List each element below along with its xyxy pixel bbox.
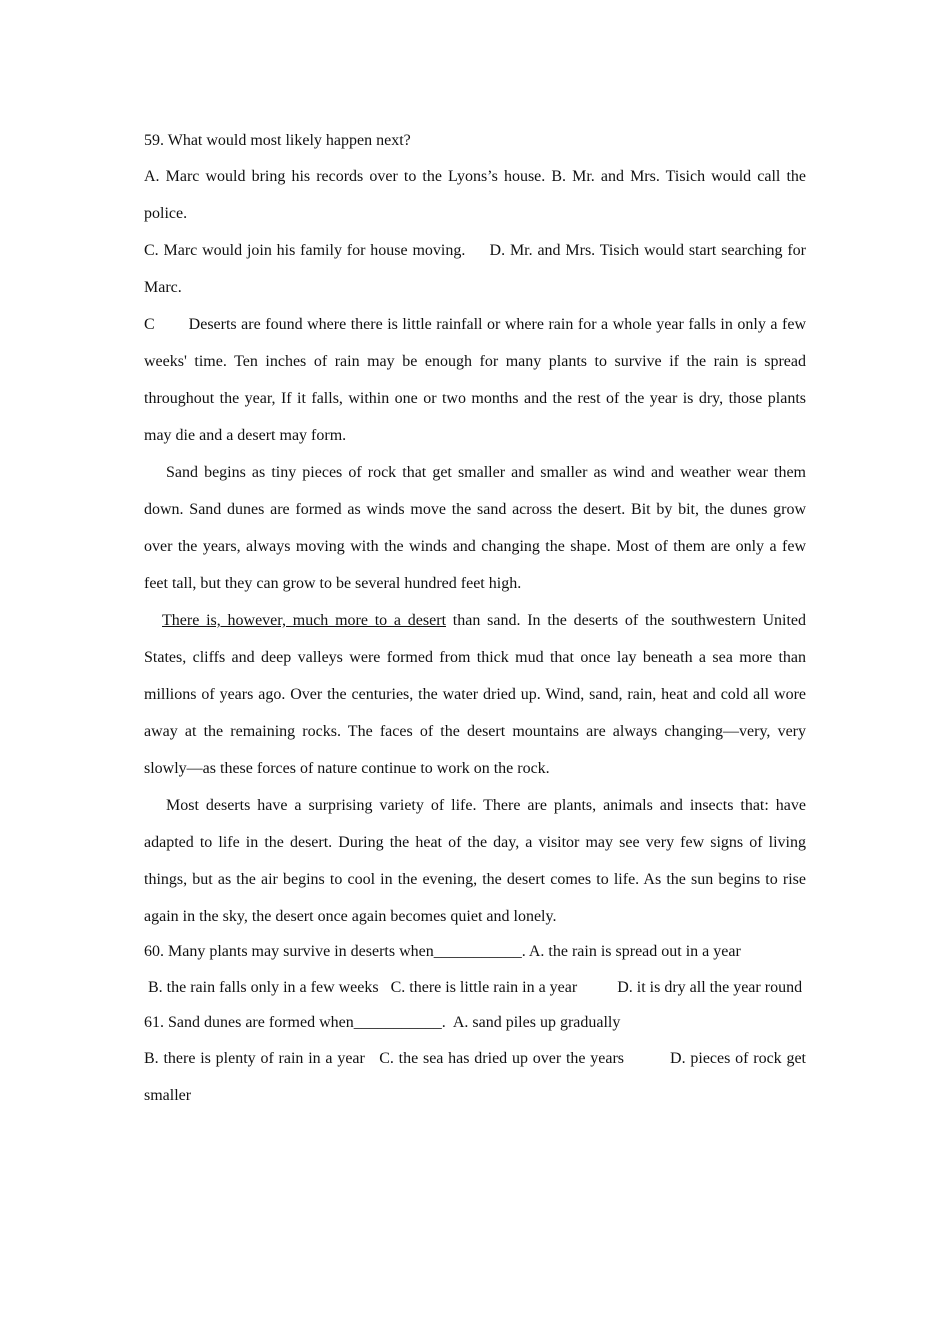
passage-c-paragraph-2 bbox=[144, 454, 806, 602]
passage-c-p2-text: Sand begins as tiny pieces of rock that get smaller and smaller as wind and weather wear them down. Sand dunes are formed as winds move the sand across the desert. Bit by bit, the dunes grow over the years, always moving with the winds and changing the shape. Most of them are only a few feet tall, but they can grow to be several hundred feet high. bbox=[144, 464, 806, 592]
passage-c-p1-text: Deserts are found where there is little rainfall or where rain for a whole year falls in only a few weeks' time. Ten inches of rain may be enough for many plants to survive if the rain is spread throughout the year, If it falls, within one or two months and the rest of the year is dry, those plants may die and a desert may form. bbox=[144, 316, 806, 444]
q61-stem: 61. Sand dunes are formed when___________. bbox=[144, 1014, 446, 1031]
q59-options-cd bbox=[144, 232, 806, 306]
q60-option-a: A. the rain is spread out in a year bbox=[528, 943, 741, 960]
q59-option-a: A. Marc would bring his records over to the Lyons’s house. bbox=[144, 168, 546, 185]
q61-options-bcd bbox=[144, 1040, 806, 1114]
q60-option-b: B. the rain falls only in a few weeks bbox=[148, 979, 379, 996]
q59-options-ab bbox=[144, 158, 806, 232]
q60-option-c: C. there is little rain in a year bbox=[390, 979, 578, 996]
passage-c-p4-text: Most deserts have a surprising variety of life. There are plants, animals and insects that: have adapted to life in the desert. During the heat of the day, a visitor may see very few signs of living things, but as the air begins to cool in the evening, the desert comes to life. As the sun begins to rise again in the sky, the desert once again becomes quiet and lonely. bbox=[144, 797, 806, 925]
q59-stem-text: 59. What would most likely happen next? bbox=[144, 132, 411, 149]
q61-stem-line bbox=[144, 1006, 806, 1040]
q61-option-d: D. pieces of rock get smaller bbox=[144, 1050, 806, 1104]
q59-option-b: B. Mr. and Mrs. Tisich would call the police. bbox=[144, 168, 807, 222]
q60-stem-line bbox=[144, 935, 806, 969]
passage-c-paragraph-1 bbox=[144, 306, 806, 454]
document-page bbox=[144, 124, 806, 1114]
q59-stem bbox=[144, 124, 806, 158]
q60-option-d: D. it is dry all the year round bbox=[617, 979, 803, 996]
q60-stem: 60. Many plants may survive in deserts when___________. bbox=[144, 943, 526, 960]
underlined-phrase: There is, however, much more to a desert bbox=[162, 612, 447, 629]
q61-option-c: C. the sea has dried up over the years bbox=[379, 1050, 625, 1067]
q59-option-c: C. Marc would join his family for house moving. bbox=[144, 242, 466, 259]
q59-option-d: D. Mr. and Mrs. Tisich would start searching for Marc. bbox=[144, 242, 807, 296]
passage-c-paragraph-4 bbox=[144, 787, 806, 935]
q61-option-b: B. there is plenty of rain in a year bbox=[144, 1050, 365, 1067]
passage-c-paragraph-3 bbox=[144, 602, 806, 787]
q60-options-bcd bbox=[144, 969, 806, 1006]
passage-label: C bbox=[144, 316, 155, 333]
q61-option-a: A. sand piles up gradually bbox=[452, 1014, 621, 1031]
passage-c-p3-text: than sand. In the deserts of the southwestern United States, cliffs and deep valleys were formed from thick mud that once lay beneath a sea more than millions of years ago. Over the centuries, the water dried up. Wind, sand, rain, heat and cold all wore away at the remaining rocks. The faces of the desert mountains are always changing—very, very slowly—as these forces of nature continue to work on the rock. bbox=[144, 612, 807, 777]
